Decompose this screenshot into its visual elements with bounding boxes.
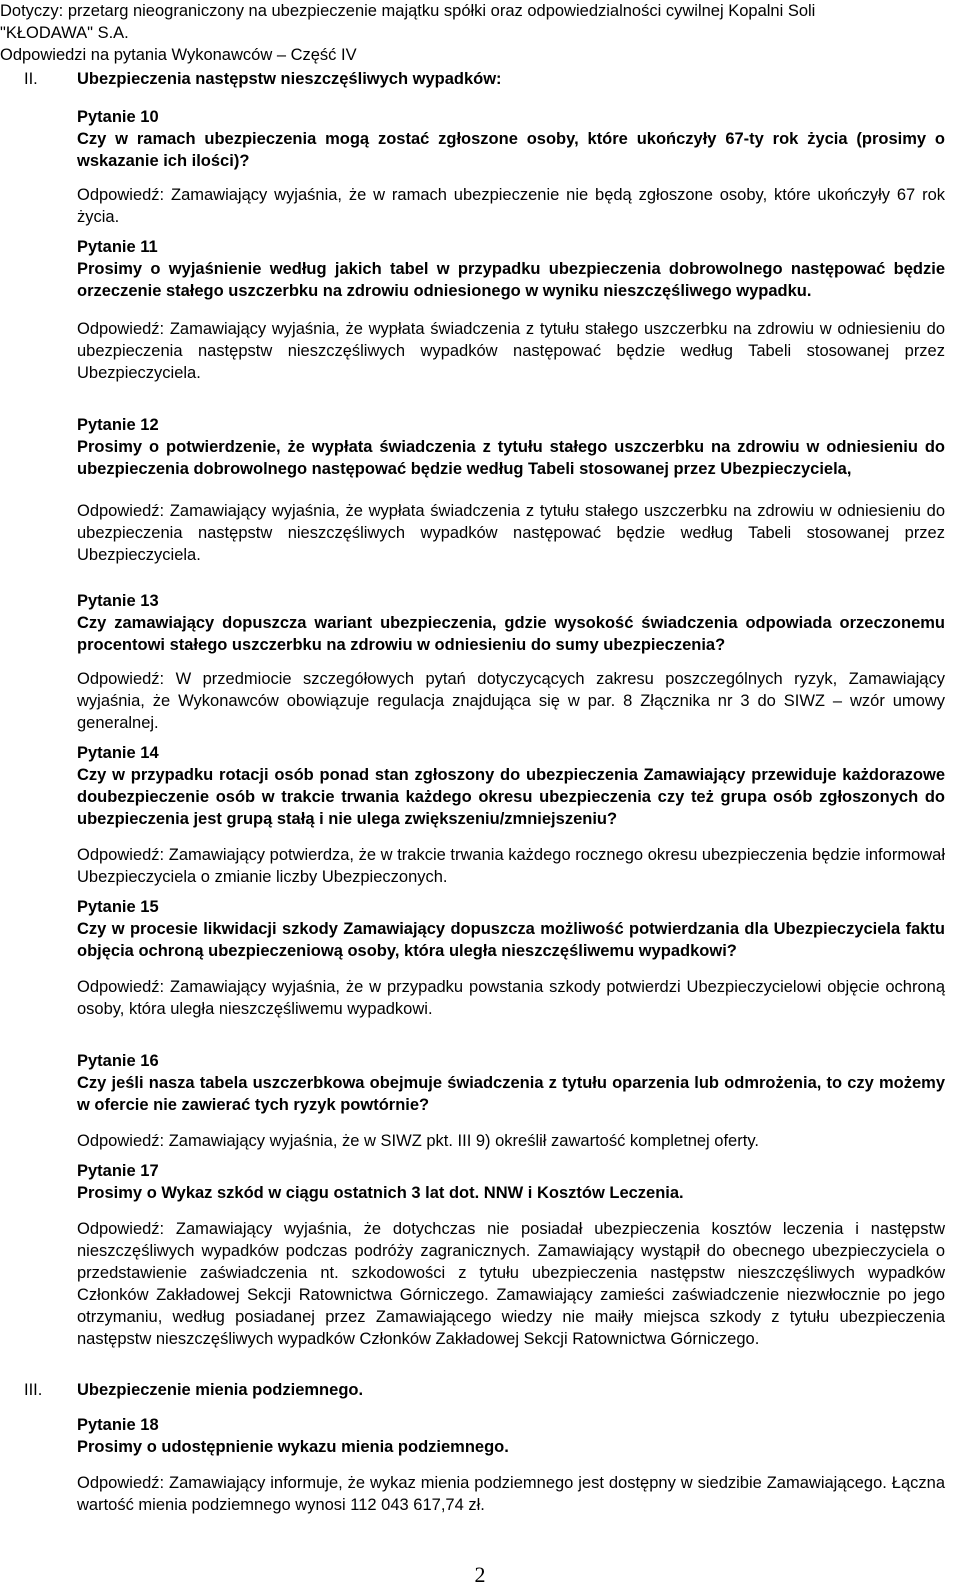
question-text: Prosimy o wyjaśnienie według jakich tabel w przypadku ubezpieczenia dobrowolnego następować będzie orzeczenie stałego uszczerbku na zdrowiu odniesionego w wyniku nieszczęśliwego wypadku. (77, 260, 945, 300)
question-title: Pytanie 10 (77, 108, 159, 126)
question-text: Prosimy o Wykaz szkód w ciągu ostatnich 3 lat dot. NNW i Kosztów Leczenia. (77, 1184, 684, 1202)
section-heading-iii (24, 1381, 944, 1400)
document-header (0, 0, 960, 66)
question-block-14 (77, 742, 945, 888)
question-text: Prosimy o potwierdzenie, że wypłata świadczenia z tytułu stałego uszczerbku na zdrowiu w odniesieniu do ubezpieczenia dobrowolnego następować będzie według Tabeli stosowanej przez Ubezpieczyciela, (77, 438, 945, 478)
answer-text: Odpowiedź: Zamawiający wyjaśnia, że dotychczas nie posiadał ubezpieczenia kosztów leczenia i następstw nieszczęśliwych wypadków podczas podróży zagranicznych. Zamawiający wystąpił do obecnego ubezpieczyciela o przedstawienie zaświadczenia nt. szkodowości z tytułu ubezpieczenia następstw nieszczęśliwych wypadków Członków Zakładowej Sekcji Ratownictwa Górniczego. Zamawiający zamieści zaświadczenie niezwłocznie po jego otrzymaniu, według posiadanej przez Zamawiającego wiedzy nie maiły miejsca szkody z tytułu ubezpieczenia następstw nieszczęśliwych wypadków Członków Zakładowej Sekcji Ratownictwa Górniczego. (77, 1220, 945, 1348)
question-title: Pytanie 14 (77, 744, 159, 762)
question-block-15 (77, 896, 945, 1020)
question-title: Pytanie 17 (77, 1162, 159, 1180)
page-number: 2 (474, 1562, 486, 1587)
question-block-17 (77, 1160, 945, 1350)
question-title: Pytanie 13 (77, 592, 159, 610)
section-number: II. (24, 70, 38, 88)
section-title: Ubezpieczenie mienia podziemnego. (77, 1381, 364, 1399)
question-title: Pytanie 16 (77, 1052, 159, 1070)
answer-text: Odpowiedź: Zamawiający wyjaśnia, że w ramach ubezpieczenie nie będą zgłoszone osoby, które ukończyły 67 rok życia. (77, 186, 945, 226)
header-line-2: "KŁODAWA" S.A. (0, 24, 129, 42)
answer-text: Odpowiedź: Zamawiający wyjaśnia, że wypłata świadczenia z tytułu stałego uszczerbku na zdrowiu w odniesieniu do ubezpieczenia następstw nieszczęśliwych wypadków następować będzie według Tabeli stosowanej przez Ubezpieczyciela. (77, 502, 945, 564)
question-title: Pytanie 12 (77, 416, 159, 434)
header-line-3: Odpowiedzi na pytania Wykonawców – Część IV (0, 46, 357, 64)
question-text: Czy w przypadku rotacji osób ponad stan zgłoszony do ubezpieczenia Zamawiający przewiduje każdorazowe doubezpieczenie osób w trakcie trwania każdego okresu ubezpieczenia czy też grupa osób zgłoszonych do ubezpieczenia jest grupą stałą i nie ulega zwiększeniu/zmniejszeniu? (77, 766, 945, 828)
answer-text: Odpowiedź: W przedmiocie szczegółowych pytań dotyczycących zakresu poszczególnych ryzyk, Zamawiający wyjaśnia, że Wykonawców obowiązuje regulacja znajdująca się w par. 8 Złącznika nr 3 do SIWZ – wzór umowy generalnej. (77, 670, 945, 732)
question-text: Czy zamawiający dopuszcza wariant ubezpieczenia, gdzie wysokość świadczenia odpowiada orzeczonemu procentowi stałego uszczerbku na zdrowiu w odniesieniu do sumy ubezpieczenia? (77, 614, 945, 654)
header-line-1: Dotyczy: przetarg nieograniczony na ubezpieczenie majątku spółki oraz odpowiedzialności cywilnej Kopalni Soli (0, 2, 816, 20)
question-block-10 (77, 106, 945, 228)
question-block-12 (77, 414, 945, 566)
question-block-13 (77, 590, 945, 734)
section-title: Ubezpieczenia następstw nieszczęśliwych wypadków: (77, 70, 502, 88)
question-title: Pytanie 11 (77, 238, 158, 256)
answer-text: Odpowiedź: Zamawiający informuje, że wykaz mienia podziemnego jest dostępny w siedzibie Zamawiającego. Łączna wartość mienia podziemnego wynosi 112 043 617,74 zł. (77, 1474, 945, 1514)
question-block-16 (77, 1050, 945, 1152)
question-text: Czy w procesie likwidacji szkody Zamawiający dopuszcza możliwość potwierdzania dla Ubezpieczyciela faktu objęcia ochroną ubezpieczeniową osoby, która uległa nieszczęśliwemu wypadkowi? (77, 920, 945, 960)
section-number: III. (24, 1381, 43, 1399)
question-text: Czy jeśli nasza tabela uszczerbkowa obejmuje świadczenia z tytułu oparzenia lub odmrożenia, to czy możemy w ofercie nie zawierać tych ryzyk powtórnie? (77, 1074, 945, 1114)
question-block-18 (77, 1414, 945, 1516)
question-title: Pytanie 15 (77, 898, 159, 916)
question-title: Pytanie 18 (77, 1416, 159, 1434)
section-heading-ii (24, 70, 944, 89)
question-text: Prosimy o udostępnienie wykazu mienia podziemnego. (77, 1438, 509, 1456)
answer-text: Odpowiedź: Zamawiający wyjaśnia, że w SIWZ pkt. III 9) określił zawartość kompletnej oferty. (77, 1132, 759, 1150)
question-text: Czy w ramach ubezpieczenia mogą zostać zgłoszone osoby, które ukończyły 67-ty rok życia (prosimy o wskazanie ich ilości)? (77, 130, 945, 170)
answer-text: Odpowiedź: Zamawiający wyjaśnia, że w przypadku powstania szkody potwierdzi Ubezpieczycielowi objęcie ochroną osoby, która uległa nieszczęśliwemu wypadkowi. (77, 978, 945, 1018)
answer-text: Odpowiedź: Zamawiający wyjaśnia, że wypłata świadczenia z tytułu stałego uszczerbku na zdrowiu w odniesieniu do ubezpieczenia następstw nieszczęśliwych wypadków następować będzie według Tabeli stosowanej przez Ubezpieczyciela. (77, 320, 945, 382)
question-block-11 (77, 236, 945, 384)
answer-text: Odpowiedź: Zamawiający potwierdza, że w trakcie trwania każdego rocznego okresu ubezpieczenia będzie informował Ubezpieczyciela o zmianie liczby Ubezpieczonych. (77, 846, 945, 886)
